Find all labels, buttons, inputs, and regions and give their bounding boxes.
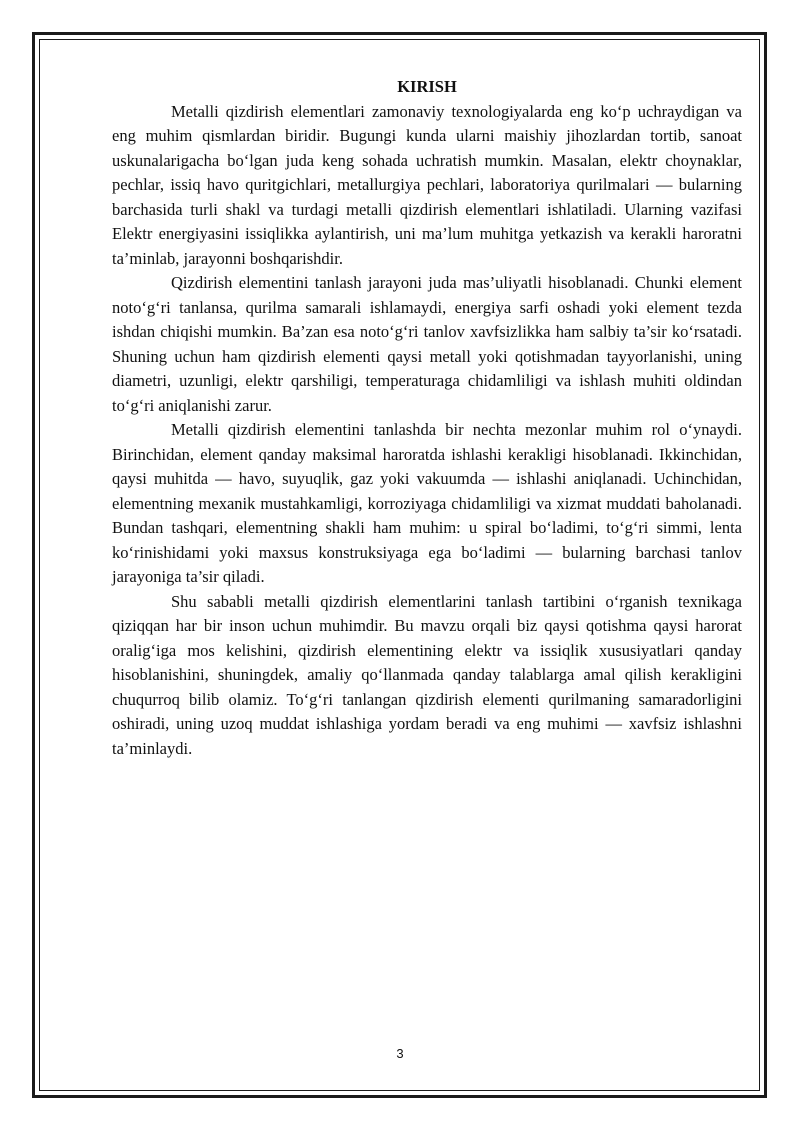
paragraph-1: Metalli qizdirish elementlari zamonaviy texnologiyalarda eng ko‘p uchraydigan va eng muhim qismlardan biridir. Bugungi kunda ularni maishiy jihozlardan tortib, sanoat uskunalarigacha bo‘lgan juda keng sohada uchratish mumkin. Masalan, elektr choynaklar, pechlar, issiq havo quritgichlari, metallurgiya pechlari, laboratoriya qurilmalari — bularning barchasida turli shakl va turdagi metalli qizdirish elementlari ishlatiladi. Ularning vazifasi Elektr energiyasini issiqlikka aylantirish, uni ma’lum muhitga yetkazish va kerakli haroratni ta’minlab, jarayonni boshqarishdir. — [112, 101, 742, 268]
section-title: KIRISH — [397, 77, 457, 96]
page-number: 3 — [396, 1046, 404, 1061]
paragraph-2: Qizdirish elementini tanlash jarayoni juda mas’uliyatli hisoblanadi. Chunki element noto‘g‘ri tanlansa, qurilma samarali ishlamaydi, energiya sarfi oshadi yoki element tezda ishdan chiqishi mumkin. Ba’zan esa noto‘g‘ri tanlov xavfsizlikka ham salbiy ta’sir ko‘rsatadi. Shuning uchun ham qizdirish elementi qaysi metall yoki qotishmadan tayyorlanishi, uning diametri, uzunligi, elektr qarshiligi, temperaturaga chidamliligi va ishlash muhiti oldindan to‘g‘ri aniqlanishi zarur. — [112, 273, 742, 415]
paragraph-4: Shu sababli metalli qizdirish elementlarini tanlash tartibini o‘rganish texnikaga qiziqqan har bir inson uchun muhimdir. Bu mavzu orqali biz qaysi qotishma qaysi harorat oralig‘iga mos kelishini, qizdirish elementining elektr va issiqlik xususiyatlari qanday hisoblanishini, shuningdek, amaliy qo‘llanmada qanday talablarga amal qilish kerakligini chuqurroq bilib olamiz. To‘g‘ri tanlangan qizdirish elementi qurilmaning samaradorligini oshiradi, uning uzoq muddat ishlashiga yordam beradi va eng muhimi — xavfsiz ishlashni ta’minlaydi. — [112, 591, 742, 758]
page-content — [112, 75, 742, 761]
paragraph-3: Metalli qizdirish elementini tanlashda bir nechta mezonlar muhim rol o‘ynaydi. Birinchidan, element qanday maksimal haroratda ishlashi kerakligi hisoblanadi. Ikkinchidan, qaysi muhitda — havo, suyuqlik, gaz yoki vakuumda — ishlashi aniqlanadi. Uchinchidan, elementning mexanik mustahkamligi, korroziyaga chidamliligi va xizmat muddati baholanadi. Bundan tashqari, elementning shakli ham muhim: u spiral bo‘ladimi, to‘g‘ri simmi, lenta ko‘rinishidami yoki maxsus konstruksiyaga ega bo‘ladimi — bularning barchasi tanlov jarayoniga ta’sir qiladi. — [112, 420, 742, 586]
